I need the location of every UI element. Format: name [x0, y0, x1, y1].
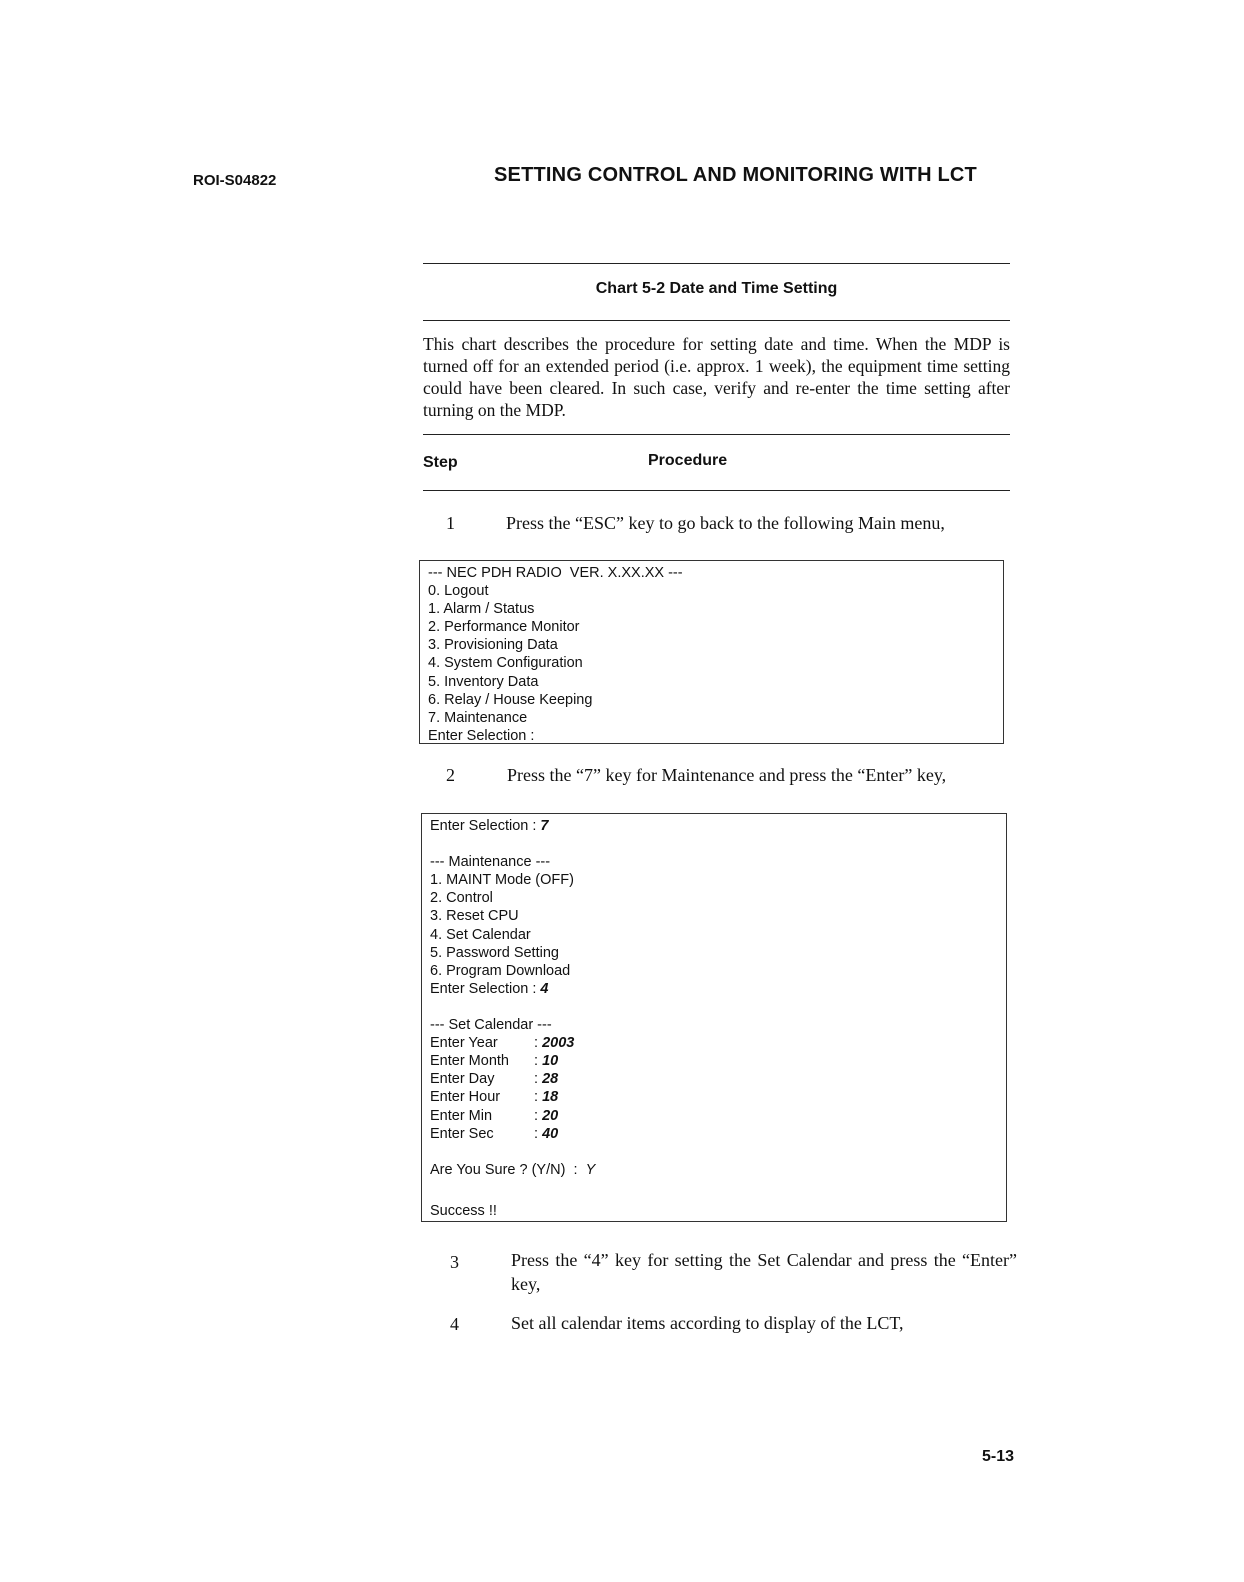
menu-item: 1. MAINT Mode (OFF) — [430, 872, 574, 889]
chart-title: Chart 5-2 Date and Time Setting — [595, 280, 838, 297]
terminal-prompt: Enter Selection : — [430, 980, 541, 997]
section-title: SETTING CONTROL AND MONITORING WITH LCT — [494, 164, 977, 186]
calendar-value: 40 — [542, 1125, 559, 1142]
calendar-row: Enter Day : 28 — [430, 1071, 559, 1088]
terminal-title: --- Maintenance --- — [430, 854, 551, 871]
calendar-value: 2003 — [542, 1035, 575, 1052]
confirm-prompt: Are You Sure ? (Y/N) : — [430, 1161, 586, 1178]
calendar-row: Enter Year : 2003 — [430, 1035, 575, 1052]
step-text: Press the “4” key for setting the Set Calendar and press the “Enter” key, — [511, 1250, 1017, 1294]
step-number: 1 — [446, 513, 455, 533]
divider — [423, 320, 1010, 321]
calendar-label: Enter Day — [430, 1071, 495, 1088]
step-number: 4 — [450, 1314, 459, 1334]
calendar-value: 18 — [542, 1089, 559, 1106]
calendar-label: Enter Min — [430, 1107, 493, 1124]
step-number: 3 — [450, 1252, 459, 1272]
terminal-title: --- NEC PDH RADIO VER. X.XX.XX --- — [428, 565, 683, 581]
menu-item: 5. Inventory Data — [428, 673, 539, 690]
calendar-row: Enter Min : 20 — [430, 1107, 559, 1124]
terminal-title: --- Set Calendar --- — [430, 1017, 552, 1034]
menu-item: 4. Set Calendar — [430, 926, 531, 943]
calendar-row: Enter Month : 10 — [430, 1053, 559, 1070]
menu-item: 6. Program Download — [430, 962, 571, 979]
column-header-procedure: Procedure — [648, 452, 728, 469]
menu-item: 1. Alarm / Status — [428, 601, 535, 618]
intro-paragraph: This chart describes the procedure for setting date and time. When the MDP is turned off for an extended period (i.e. approx. 1 week), the equipment time setting could have been cleared. In such case, verify and re-enter the time setting after turning on the MDP. — [423, 334, 1010, 420]
main-menu-terminal — [419, 560, 1004, 744]
divider — [423, 434, 1010, 435]
document-id: ROI-S04822 — [193, 172, 277, 189]
menu-item: 2. Performance Monitor — [428, 619, 580, 636]
calendar-label: Enter Hour — [430, 1089, 501, 1106]
divider — [423, 490, 1010, 491]
step-text: Press the “ESC” key to go back to the following Main menu, — [506, 513, 945, 533]
input-value: 7 — [540, 818, 549, 834]
calendar-value: 10 — [542, 1053, 559, 1070]
calendar-row: Enter Sec : 40 — [430, 1125, 559, 1142]
terminal-prompt: Enter Selection : — [430, 818, 541, 834]
calendar-row: Enter Hour : 18 — [430, 1089, 559, 1106]
menu-item: 0. Logout — [428, 583, 489, 600]
divider — [423, 263, 1010, 264]
menu-item: 6. Relay / House Keeping — [428, 691, 593, 708]
calendar-label: Enter Month — [430, 1053, 509, 1070]
input-value: 4 — [540, 980, 549, 997]
calendar-label: Enter Year — [430, 1035, 498, 1052]
menu-item: 4. System Configuration — [428, 655, 583, 672]
menu-item: 3. Reset CPU — [430, 908, 519, 925]
menu-item: 3. Provisioning Data — [428, 637, 558, 654]
step-text: Press the “7” key for Maintenance and press the “Enter” key, — [507, 765, 947, 785]
menu-item: 5. Password Setting — [430, 944, 559, 961]
step-number: 2 — [446, 765, 455, 785]
calendar-label: Enter Sec — [430, 1125, 494, 1142]
column-header-step: Step — [423, 454, 458, 471]
calendar-value: 20 — [542, 1107, 559, 1124]
confirm-value: Y — [585, 1161, 596, 1178]
maintenance-terminal — [421, 813, 1007, 1222]
page-number: 5-13 — [982, 1448, 1015, 1465]
result-message: Success !! — [430, 1202, 497, 1219]
step-text: Set all calendar items according to display of the LCT, — [511, 1313, 904, 1333]
terminal-prompt: Enter Selection : — [428, 727, 535, 744]
menu-item: 7. Maintenance — [428, 709, 528, 726]
menu-item: 2. Control — [430, 890, 493, 907]
calendar-value: 28 — [542, 1071, 559, 1088]
